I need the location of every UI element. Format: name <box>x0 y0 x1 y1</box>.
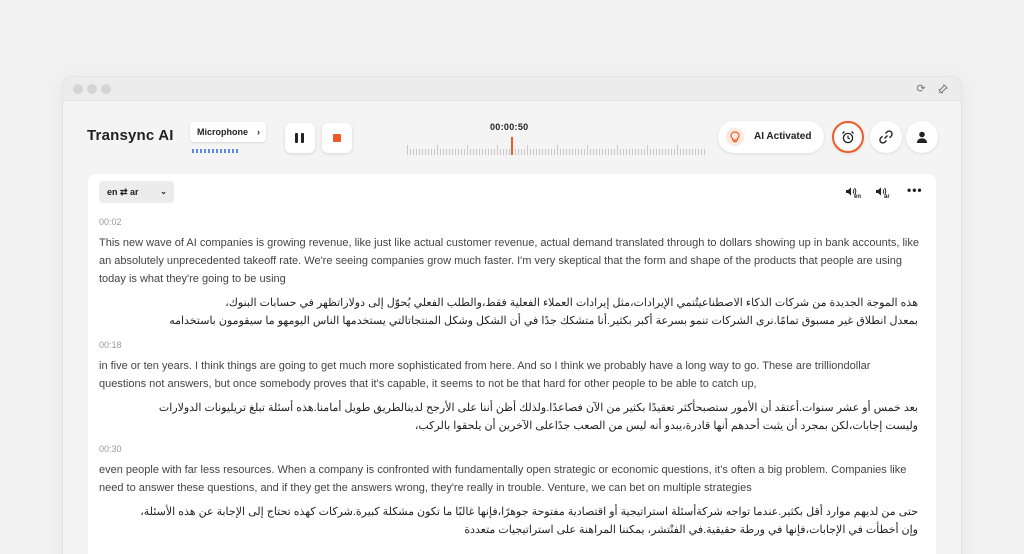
timeline-tick <box>476 149 477 155</box>
timeline-tick <box>677 145 678 155</box>
timeline-tick <box>509 149 510 155</box>
timeline-tick <box>674 149 675 155</box>
segment-timestamp: 00:02 <box>99 217 122 227</box>
segment-english-text: This new wave of AI companies is growing revenue, like just like actual customer revenue, actual demand translated through to dollars showing up in bank accounts, like an absolutely unprecedented takeoff rate. We're seeing companies grow much faster. I'm very skeptical that the form and shape of the products that people are using today is what they're going to be using <box>99 237 919 285</box>
timeline-tick <box>530 149 531 155</box>
chevron-right-icon: › <box>257 127 260 137</box>
timeline-tick <box>542 149 543 155</box>
stop-icon <box>333 134 341 142</box>
microphone-level-meter <box>192 149 238 153</box>
timeline-tick <box>524 149 525 155</box>
window-titlebar <box>63 77 961 101</box>
timeline-tick <box>515 149 516 155</box>
timeline-tick <box>407 145 408 155</box>
timeline-tick <box>434 149 435 155</box>
segment-arabic-text <box>99 503 919 539</box>
timeline-tick <box>689 149 690 155</box>
recording-timer: 00:00:50 <box>490 122 529 132</box>
timeline-tick <box>617 145 618 155</box>
lightbulb-icon <box>726 128 744 146</box>
timeline-tick <box>638 149 639 155</box>
timeline-tick <box>506 149 507 155</box>
microphone-select-button[interactable] <box>190 122 266 142</box>
timeline-playhead[interactable] <box>511 137 513 155</box>
timeline-tick <box>656 149 657 155</box>
timeline-tick <box>497 145 498 155</box>
timeline-tick <box>413 149 414 155</box>
timeline-tick <box>461 149 462 155</box>
timeline-tick <box>437 145 438 155</box>
timeline-tick <box>572 149 573 155</box>
timeline-tick <box>668 149 669 155</box>
timeline-tick <box>695 149 696 155</box>
timeline-tick <box>587 145 588 155</box>
timeline-tick <box>578 149 579 155</box>
transcript-panel <box>88 174 936 554</box>
more-icon[interactable]: ••• <box>907 183 923 197</box>
arabic-audio-label: ar <box>884 194 890 200</box>
timeline-tick <box>581 149 582 155</box>
timeline-tick <box>518 149 519 155</box>
timeline-tick <box>464 149 465 155</box>
timeline-tick <box>545 149 546 155</box>
segment-arabic-text <box>99 399 919 435</box>
timeline-tick <box>659 149 660 155</box>
timeline-tick <box>635 149 636 155</box>
timeline-tick <box>482 149 483 155</box>
timeline-tick <box>563 149 564 155</box>
timeline-tick <box>590 149 591 155</box>
timeline-tick <box>443 149 444 155</box>
timeline-tick <box>491 149 492 155</box>
timeline-tick <box>698 149 699 155</box>
timeline-tick <box>701 149 702 155</box>
timeline-tick <box>539 149 540 155</box>
timeline-tick <box>599 149 600 155</box>
arabic-line: حتى من لديهم موارد أقل بكثير.عندما تواجه شركةأسئلة استراتيجية أو اقتصادية مفتوحة جوهرًا،فإنها غالبًا ما تكون مشكلة كبيرة.شركات كهذه تحتاج إلى الإجابة عن هذه الأسئلة، <box>140 506 918 518</box>
app-title: Transync AI <box>87 127 174 144</box>
timeline-tick <box>440 149 441 155</box>
timeline-tick <box>425 149 426 155</box>
timeline-tick <box>632 149 633 155</box>
timeline-tick <box>455 149 456 155</box>
link-button[interactable] <box>870 121 902 153</box>
timeline-tick <box>629 149 630 155</box>
timeline-tick <box>548 149 549 155</box>
timeline-tick <box>569 149 570 155</box>
microphone-label: Microphone <box>197 127 248 137</box>
play-arabic-audio-button[interactable] <box>875 184 893 202</box>
timeline-tick <box>596 149 597 155</box>
timeline-tick <box>479 149 480 155</box>
timeline-tick <box>503 149 504 155</box>
timeline-tick <box>458 149 459 155</box>
timeline-tick <box>608 149 609 155</box>
segment-arabic-text <box>99 294 919 330</box>
timeline-tick <box>704 149 705 155</box>
timeline-tick <box>620 149 621 155</box>
play-english-audio-button[interactable] <box>845 184 863 202</box>
timeline-tick <box>593 149 594 155</box>
timeline-tick <box>686 149 687 155</box>
timeline-tick <box>494 149 495 155</box>
timeline-tick <box>662 149 663 155</box>
audio-timeline[interactable] <box>407 137 707 155</box>
arabic-line: وإن أخطأت في الإجابات،فإنها في ورطة حقيقية.في الفنْتشر، يمكننا المراهنة على استراتيجيات متعددة <box>464 524 918 536</box>
window-minimize-dot[interactable] <box>87 84 97 94</box>
ai-activated-label: AI Activated <box>754 131 812 142</box>
timeline-tick <box>473 149 474 155</box>
timeline-tick <box>665 149 666 155</box>
timeline-tick <box>419 149 420 155</box>
ai-activated-button[interactable] <box>718 121 824 153</box>
timeline-tick <box>650 149 651 155</box>
timeline-tick <box>566 149 567 155</box>
timeline-tick <box>575 149 576 155</box>
timeline-tick <box>428 149 429 155</box>
reload-icon[interactable]: ⟳ <box>916 82 926 95</box>
timeline-tick <box>584 149 585 155</box>
chevron-down-icon: ⌄ <box>160 187 167 196</box>
arabic-line: بمعدل انطلاق غير مسبوق تمامًا.نرى الشركات تنمو بسرعة أكبر بكثير.أنا متشكك جدًا في أن الشكل وشكل المنتجاتالتي يستخدمها الناس اليومهو ما سيقومون باستخدامه <box>169 315 918 327</box>
timeline-tick <box>605 149 606 155</box>
timeline-tick <box>692 149 693 155</box>
timeline-tick <box>647 145 648 155</box>
transcript-segment <box>99 217 919 330</box>
timeline-tick <box>683 149 684 155</box>
timeline-tick <box>422 149 423 155</box>
timeline-tick <box>560 149 561 155</box>
language-pair-select[interactable] <box>99 181 174 203</box>
pin-icon[interactable] <box>935 81 951 97</box>
transcript-segment <box>99 444 919 539</box>
timeline-tick <box>467 145 468 155</box>
arabic-line: بعد خمس أو عشر سنوات.أعتقد أن الأمور ستصبحأكثر تعقيدًا بكثير من الآن فصاعدًا.ولذلك أظن أننا على الأرجح لدينالطريق طويل أمامنا.هذه أسئلة تبلغ تريليونات الدولارات <box>158 402 918 414</box>
transcript-segment <box>99 340 919 435</box>
timeline-tick <box>521 149 522 155</box>
timeline-tick <box>551 149 552 155</box>
segment-english-text: even people with far less resources. When a company is confronted with fundamentally open strategic or economic questions, it's often a big problem. Companies like need to answer these questions, and if they get the answers wrong, they're really in trouble. Venture, we can bet on multiple strategies <box>99 464 907 494</box>
window-maximize-dot[interactable] <box>101 84 111 94</box>
timeline-tick <box>452 149 453 155</box>
timeline-tick <box>644 149 645 155</box>
alarm-button[interactable] <box>832 121 864 153</box>
timeline-tick <box>611 149 612 155</box>
timeline-tick <box>527 145 528 155</box>
timeline-tick <box>557 145 558 155</box>
timeline-tick <box>488 149 489 155</box>
timeline-tick <box>416 149 417 155</box>
timeline-tick <box>485 149 486 155</box>
timeline-tick <box>641 149 642 155</box>
timeline-tick <box>680 149 681 155</box>
english-audio-label: en <box>854 194 862 200</box>
timeline-tick <box>671 149 672 155</box>
timeline-tick <box>449 149 450 155</box>
timeline-tick <box>623 149 624 155</box>
segment-timestamp: 00:30 <box>99 444 122 454</box>
segment-timestamp: 00:18 <box>99 340 122 350</box>
pause-button[interactable] <box>285 123 315 153</box>
arabic-line: وليست إجابات،لكن بمجرد أن يثبت أحدهم أنها قادرة،يبدو أنه ليس من الصعب جدًاعلى الآخرين أن يلحقوا بالركب، <box>414 420 918 432</box>
timeline-tick <box>614 149 615 155</box>
timeline-tick <box>536 149 537 155</box>
timeline-tick <box>446 149 447 155</box>
segment-english-text: in five or ten years. I think things are going to get much more sophisticated from here. And so I think we probably have a long way to go. These are trilliondollar questions not answers, but once somebody proves that it's capable, it seems to not be that hard for other people to be able to catch up, <box>99 360 871 390</box>
timeline-tick <box>533 149 534 155</box>
timeline-tick <box>554 149 555 155</box>
timeline-tick <box>470 149 471 155</box>
timeline-tick <box>653 149 654 155</box>
timeline-tick <box>410 149 411 155</box>
user-button[interactable] <box>906 121 938 153</box>
arabic-line: هذه الموجة الجديدة من شركات الذكاء الاصطناعيتُنمي الإيرادات،مثل إيرادات العملاء الفعلية فقط،والطلب الفعلي يُحوّل إلى دولاراتظهر في حسابات البنوك، <box>225 297 918 309</box>
timeline-tick <box>431 149 432 155</box>
language-pair-label: en ⇄ ar <box>107 187 139 197</box>
timeline-tick <box>500 149 501 155</box>
window-close-dot[interactable] <box>73 84 83 94</box>
stop-button[interactable] <box>322 123 352 153</box>
timeline-tick <box>602 149 603 155</box>
app-window <box>63 77 961 554</box>
timeline-tick <box>626 149 627 155</box>
